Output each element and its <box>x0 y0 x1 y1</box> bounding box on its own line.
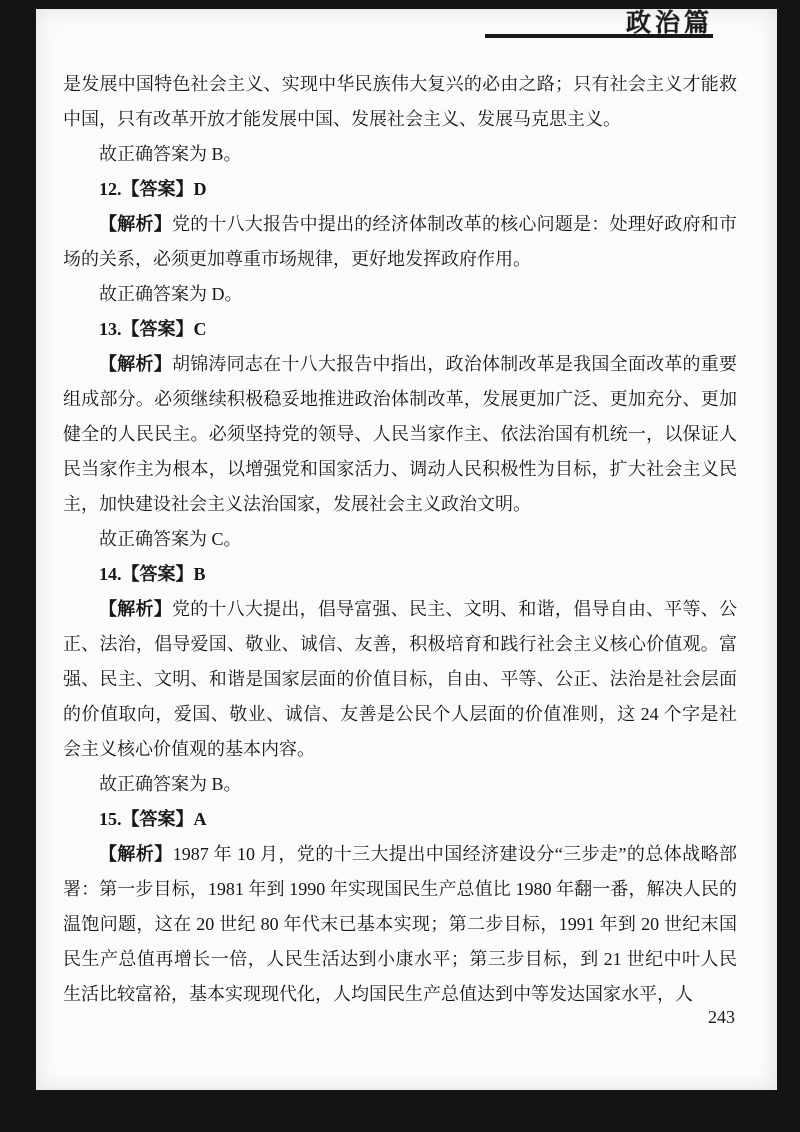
page-number: 243 <box>708 1007 735 1027</box>
paragraph-text: 故正确答案为 D。 <box>99 284 243 304</box>
analysis-label: 【解析】 <box>99 214 172 234</box>
answer-line <box>63 172 737 207</box>
paragraph-text: 15.【答案】A <box>99 809 207 829</box>
paragraph-text: 1987 年 10 月，党的十三大提出中国经济建设分“三步走”的总体战略部署：第一步目标，1981 年到 1990 年实现国民生产总值比 1980 年翻一番，解决人民的温饱问题，这在 20 世纪 80 年代末已基本实现；第二步目标，1991 年到 20 世纪末国民生产总值再增长一倍，人民生活达到小康水平；第三步目标，到 21 世纪中叶人民生活比较富裕，基本实现现代化，人均国民生产总值达到中等发达国家水平，人 <box>63 844 738 1004</box>
section-header-rule <box>485 9 713 38</box>
paragraph <box>63 277 737 312</box>
paragraph-text: 是发展中国特色社会主义、实现中华民族伟大复兴的必由之路；只有社会主义才能救中国，只有改革开放才能发展中国、发展社会主义、发展马克思主义。 <box>63 74 737 129</box>
paragraph <box>63 347 737 522</box>
paragraph-text: 党的十八大报告中提出的经济体制改革的核心问题是：处理好政府和市场的关系，必须更加尊重市场规律，更好地发挥政府作用。 <box>63 214 738 269</box>
paragraph <box>63 67 737 137</box>
section-header-label: 政治篇 <box>625 10 713 37</box>
paragraph-text: 故正确答案为 B。 <box>99 774 242 794</box>
paragraph-text: 14.【答案】B <box>99 564 206 584</box>
paragraph <box>63 522 737 557</box>
analysis-label: 【解析】 <box>99 354 172 374</box>
paragraph-text: 故正确答案为 B。 <box>99 144 242 164</box>
paragraph <box>63 837 737 1012</box>
analysis-label: 【解析】 <box>99 844 173 864</box>
paragraph-text: 胡锦涛同志在十八大报告中指出，政治体制改革是我国全面改革的重要组成部分。必须继续积极稳妥地推进政治体制改革，发展更加广泛、更加充分、更加健全的人民民主。必须坚持党的领导、人民当家作主、依法治国有机统一，以保证人民当家作主为根本，以增强党和国家活力、调动人民积极性为目标，扩大社会主义民主，加快建设社会主义法治国家，发展社会主义政治文明。 <box>63 354 738 514</box>
paragraph-text: 党的十八大提出，倡导富强、民主、文明、和谐，倡导自由、平等、公正、法治，倡导爱国、敬业、诚信、友善，积极培育和践行社会主义核心价值观。富强、民主、文明、和谐是国家层面的价值目标，自由、平等、公正、法治是社会层面的价值取向，爱国、敬业、诚信、友善是公民个人层面的价值准则，这 24 个字是社会主义核心价值观的基本内容。 <box>63 599 738 759</box>
answer-line <box>63 802 737 837</box>
paragraph <box>63 592 737 767</box>
paragraph <box>63 767 737 802</box>
paragraph-text: 12.【答案】D <box>99 179 207 199</box>
body-text <box>63 67 737 1012</box>
page <box>36 9 777 1090</box>
paragraph <box>63 137 737 172</box>
answer-line <box>63 312 737 347</box>
analysis-label: 【解析】 <box>99 599 172 619</box>
answer-line <box>63 557 737 592</box>
paragraph-text: 13.【答案】C <box>99 319 207 339</box>
paragraph <box>63 207 737 277</box>
paragraph-text: 故正确答案为 C。 <box>99 529 242 549</box>
